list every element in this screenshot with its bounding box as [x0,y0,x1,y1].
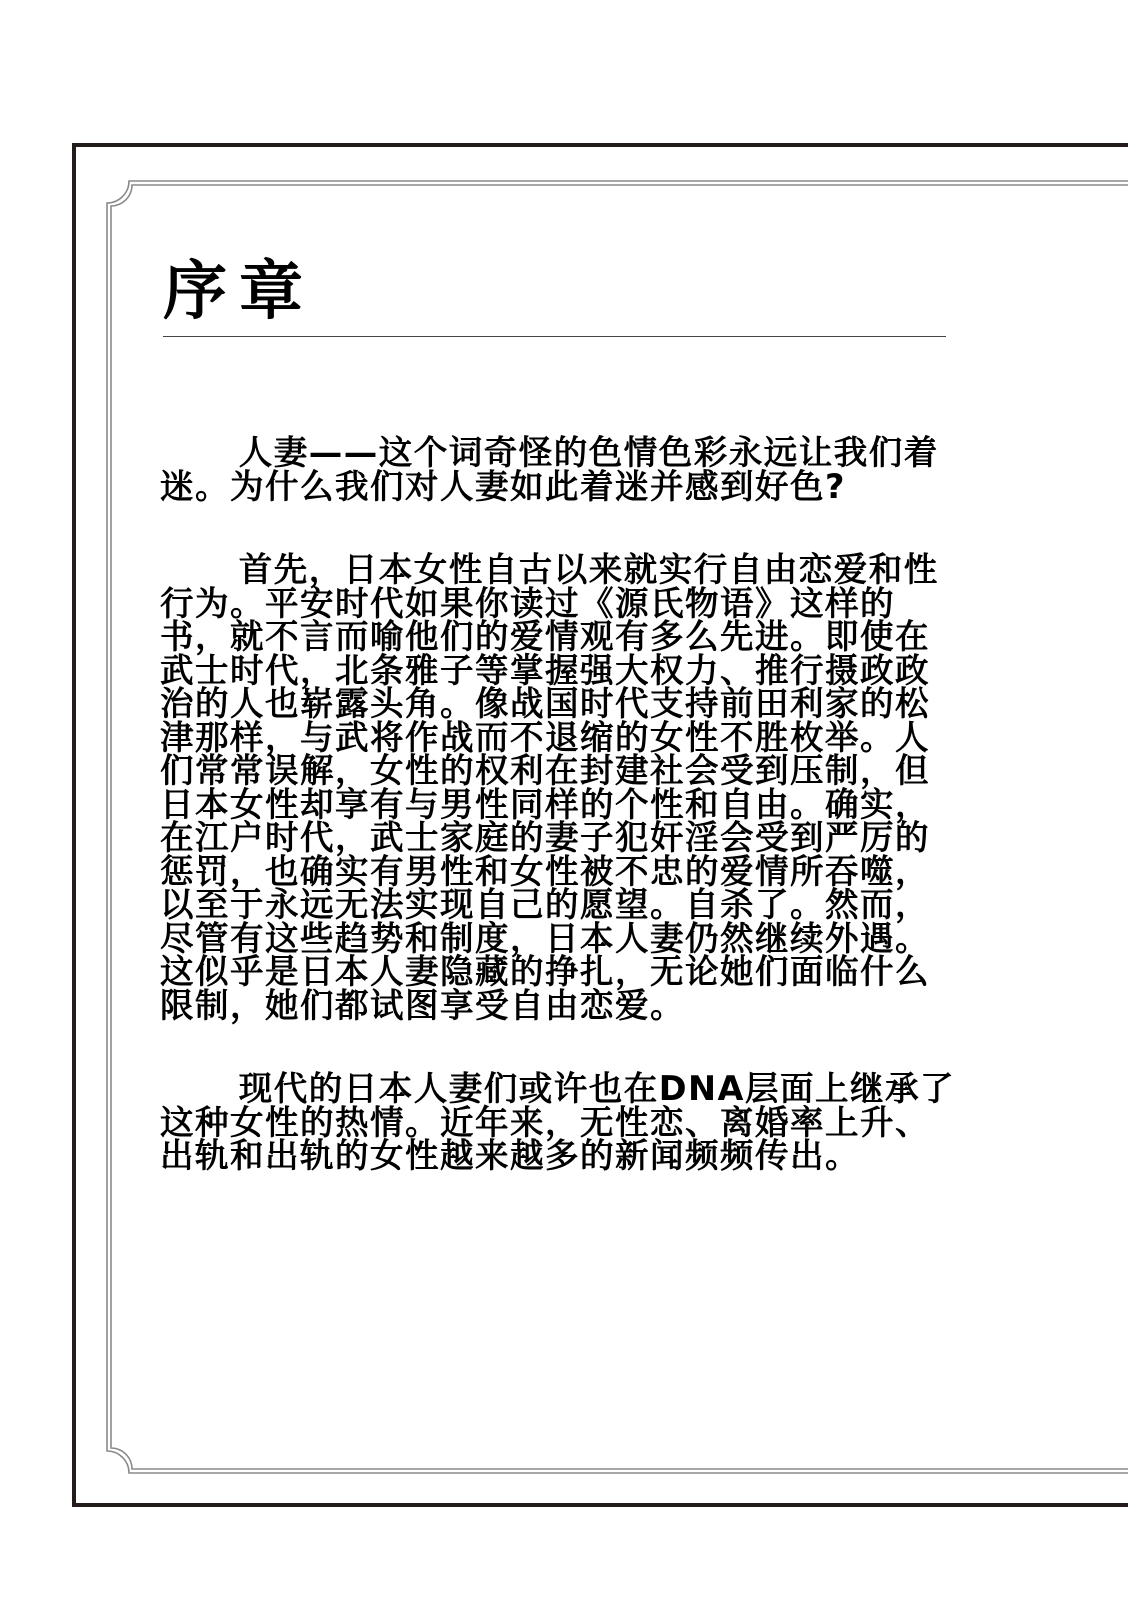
chapter-body [160,433,960,1223]
paragraph-1: 人妻——这个词奇怪的色情色彩永远让我们着迷。为什么我们对人妻如此着迷并感到好色? [160,433,939,506]
title-underline [163,336,946,337]
paragraph-3: 现代的日本人妻们或许也在DNA层面上继承了这种女性的热情。近年来，无性恋、离婚率上升、出轨和出轨的女性越来越多的新闻频频传出。 [160,1069,955,1175]
chapter-title: 序章 [163,255,315,329]
paragraph-2: 首先，日本女性自古以来就实行自由恋爱和性行为。平安时代如果你读过《源氏物语》这样的书，就不言而喻他们的爱情观有多么先进。即使在武士时代，北条雅子等掌握强大权力、推行摄政政治的人也崭露头角。像战国时代支持前田利家的松津那样，与武将作战而不退缩的女性不胜枚举。人们常常误解，女性的权利在封建社会受到压制，但日本女性却享有与男性同样的个性和自由。确实，在江户时代，武士家庭的妻子犯奸淫会受到严厉的惩罚，也确实有男性和女性被不忠的爱情所吞噬，以至于永远无法实现自己的愿望。自杀了。然而，尽管有这些趋势和制度，日本人妻仍然继续外遇。这似乎是日本人妻隐藏的挣扎，无论她们面临什么限制，她们都试图享受自由恋爱。 [160,550,939,1025]
